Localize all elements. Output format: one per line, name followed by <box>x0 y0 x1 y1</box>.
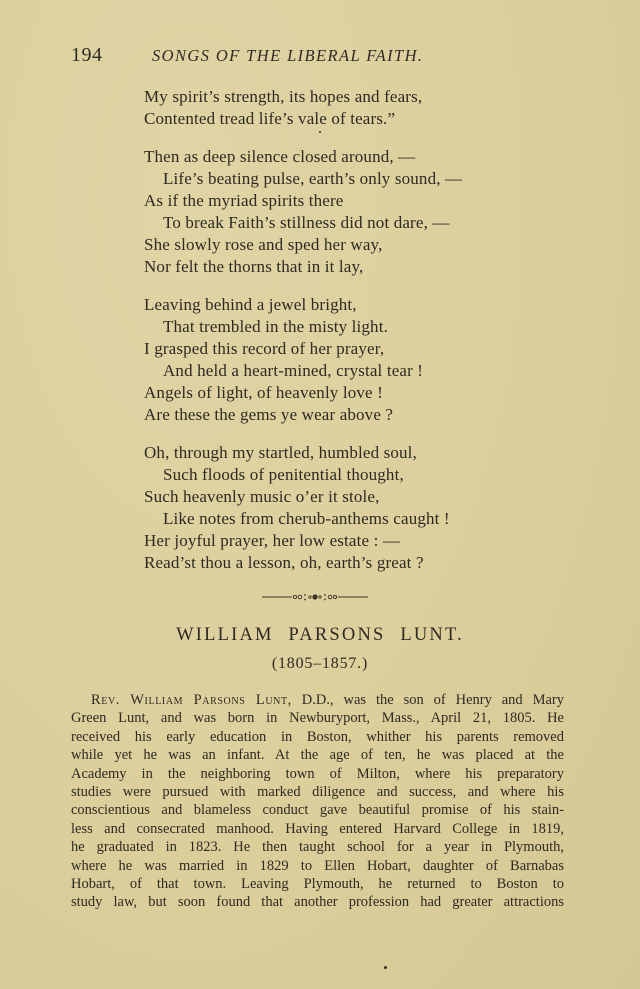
poem-line: Such floods of penitential thought, <box>163 465 404 484</box>
poem-line: Her joyful prayer, her low estate : — <box>144 531 401 550</box>
bio-line: less and consecrated manhood. Having entered Harvard College in 1819, <box>71 820 564 837</box>
poem <box>144 86 564 590</box>
poem-line: Leaving behind a jewel bright, <box>144 295 357 314</box>
poem-line: Life’s beating pulse, earth’s only sound, — <box>163 169 463 188</box>
poem-line: Oh, through my startled, humbled soul, <box>144 443 417 462</box>
bio-line: Green Lunt, and was born in Newburyport, Mass., April 21, 1805. He <box>71 710 564 727</box>
stanza <box>144 294 564 426</box>
stanza <box>144 146 564 278</box>
poem-line: That trembled in the misty light. <box>163 317 388 336</box>
author-name-smallcaps: Rev. William Parsons Lunt, <box>91 692 292 708</box>
poem-line: She slowly rose and sped her way, <box>144 235 383 254</box>
poem-line: As if the myriad spirits there <box>144 191 344 210</box>
poem-line: I grasped this record of her prayer, <box>144 339 385 358</box>
poem-line: My spirit’s strength, its hopes and fears, <box>144 87 423 106</box>
bio-line: studies were pursued with marked diligence and success, and where his <box>71 784 564 801</box>
poem-line: To break Faith’s stillness did not dare, — <box>163 213 450 232</box>
section-title: WILLIAM PARSONS LUNT. <box>176 625 464 645</box>
bio-line: he graduated in 1823. He then taught school for a year in Plymouth, <box>71 839 564 856</box>
poem-line: Such heavenly music o’er it stole, <box>144 487 380 506</box>
biography-paragraph <box>71 691 564 912</box>
running-head: SONGS OF THE LIBERAL FAITH. <box>152 46 424 65</box>
poem-line: Are these the gems ye wear above ? <box>144 405 394 424</box>
poem-line: Nor felt the thorns that in it lay, <box>144 257 364 276</box>
poem-line: Angels of light, of heavenly love ! <box>144 383 383 402</box>
page-number: 194 <box>71 44 103 66</box>
paper-speck <box>384 966 387 969</box>
bio-line <box>71 691 564 709</box>
bio-line: Hobart, of that town. Leaving Plymouth, he returned to Boston to <box>71 876 564 893</box>
section-dates: (1805–1857.) <box>271 655 369 672</box>
bio-line-text: D.D., was the son of Henry and Mary <box>291 692 564 708</box>
bio-line: received his early education in Boston, whither his parents removed <box>71 728 564 745</box>
fleuron-divider-icon <box>262 590 368 604</box>
poem-line: Like notes from cherub-anthems caught ! <box>163 509 450 528</box>
poem-line: And held a heart-mined, crystal tear ! <box>163 361 424 380</box>
bio-line: Academy in the neighboring town of Milton, where his preparatory <box>71 765 564 782</box>
paper-speck <box>319 131 321 133</box>
poem-line: Then as deep silence closed around, — <box>144 147 416 166</box>
bio-line: study law, but soon found that another profession had greater attractions <box>71 894 564 911</box>
bio-line: where he was married in 1829 to Ellen Hobart, daughter of Barnabas <box>71 857 564 874</box>
poem-line: Contented tread life’s vale of tears.” <box>144 109 396 128</box>
bio-line: while yet he was an infant. At the age of ten, he was placed at the <box>71 747 564 764</box>
poem-line: Read’st thou a lesson, oh, earth’s great ? <box>144 553 424 572</box>
page-header <box>0 44 640 72</box>
stanza <box>144 442 564 574</box>
bio-line: conscientious and blameless conduct gave beautiful promise of his stain- <box>71 802 564 819</box>
stanza <box>144 86 564 130</box>
